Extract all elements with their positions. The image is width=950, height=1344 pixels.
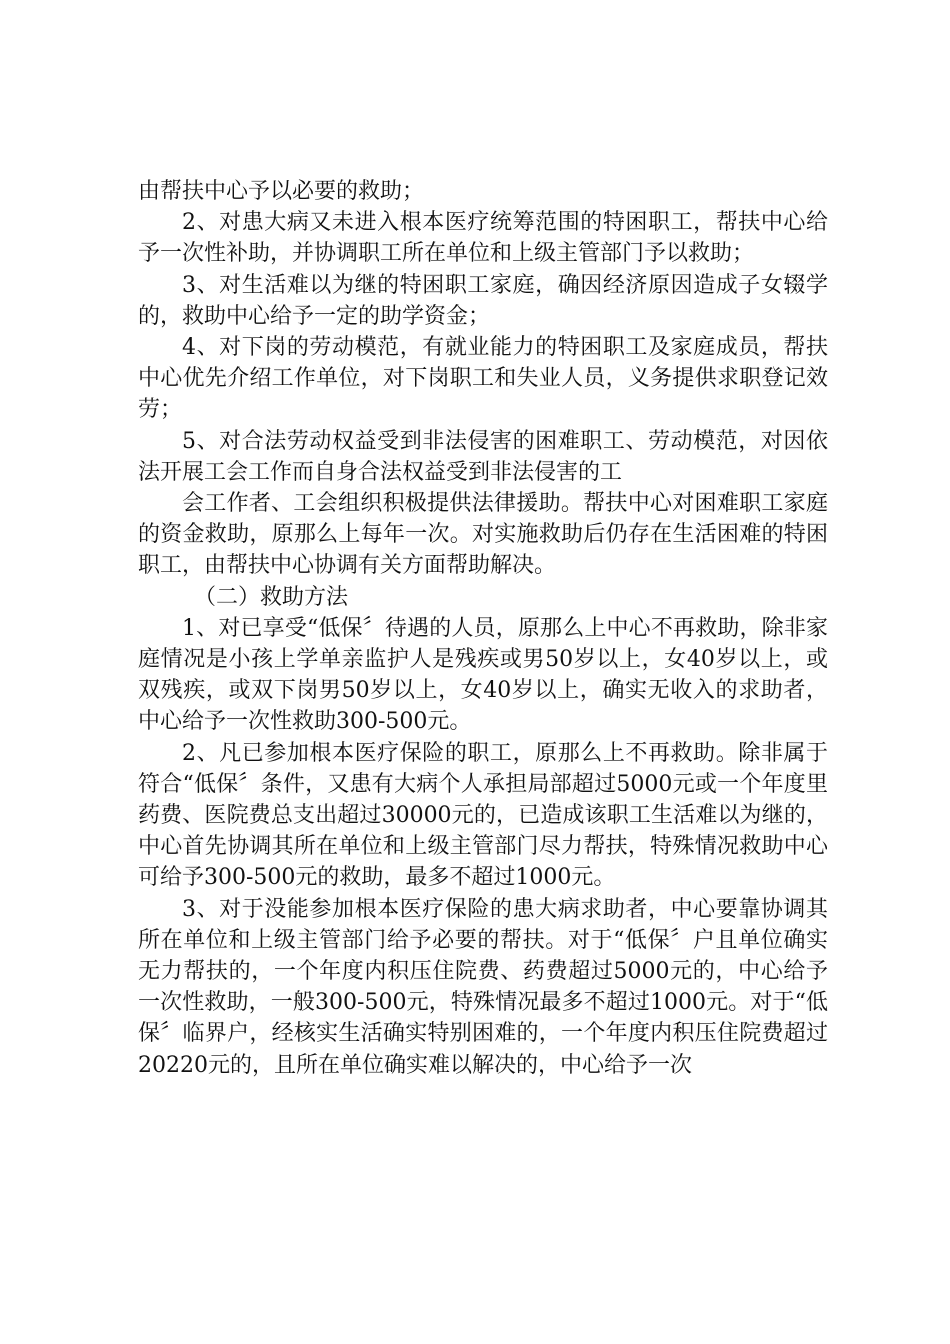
paragraph-continuation: 由帮扶中心予以必要的救助； [138,179,425,204]
paragraph-item-5: 5、对合法劳动权益受到非法侵害的困难职工、劳动模范，对因依法开展工会工作而自身合法权益受到非法侵害的工 [138,428,828,485]
paragraph-method-1: 1、对已享受“低保〞待遇的人员，原那么上中心不再救助，除非家庭情况是小孩上学单亲监护人是残疾或男50岁以上，女40岁以上，或双残疾，或双下岗男50岁以上，女40岁以上，确实无收入的求助者，中心给予一次性救助300-500元。 [138,615,828,735]
document-body [138,176,828,1081]
section-heading-relief-methods: （二）救助方法 [194,584,349,610]
paragraph-method-2: 2、凡已参加根本医疗保险的职工，原那么上不再救助。除非属于符合“低保〞条件，又患有大病个人承担局部超过5000元或一个年度里药费、医院费总支出超过30000元的，已造成该职工生活难以为继的，中心首先协调其所在单位和上级主管部门尽力帮扶，特殊情况救助中心可给予300-500元的救助，最多不超过1000元。 [138,740,828,891]
paragraph-legal-aid: 会工作者、工会组织积极提供法律援助。帮扶中心对困难职工家庭的资金救助，原那么上每年一次。对实施救助后仍存在生活困难的特困职工，由帮扶中心协调有关方面帮助解决。 [138,491,828,579]
paragraph-item-4: 4、对下岗的劳动模范，有就业能力的特困职工及家庭成员，帮扶中心优先介绍工作单位，对下岗职工和失业人员，义务提供求职登记效劳； [138,335,828,423]
paragraph-item-3: 3、对生活难以为继的特困职工家庭，确因经济原因造成子女辍学的，救助中心给予一定的助学资金； [138,272,828,329]
paragraph-item-2: 2、对患大病又未进入根本医疗统筹范围的特困职工，帮扶中心给予一次性补助，并协调职工所在单位和上级主管部门予以救助； [138,210,828,267]
paragraph-method-3: 3、对于没能参加根本医疗保险的患大病求助者，中心要靠协调其所在单位和上级主管部门给予必要的帮扶。对于“低保〞户且单位确实无力帮扶的，一个年度内积压住院费、药费超过5000元的，中心给予一次性救助，一般300-500元，特殊情况最多不超过1000元。对于“低保〞临界户，经核实生活确实特别困难的，一个年度内积压住院费超过20220元的，且所在单位确实难以解决的，中心给予一次 [138,896,828,1078]
